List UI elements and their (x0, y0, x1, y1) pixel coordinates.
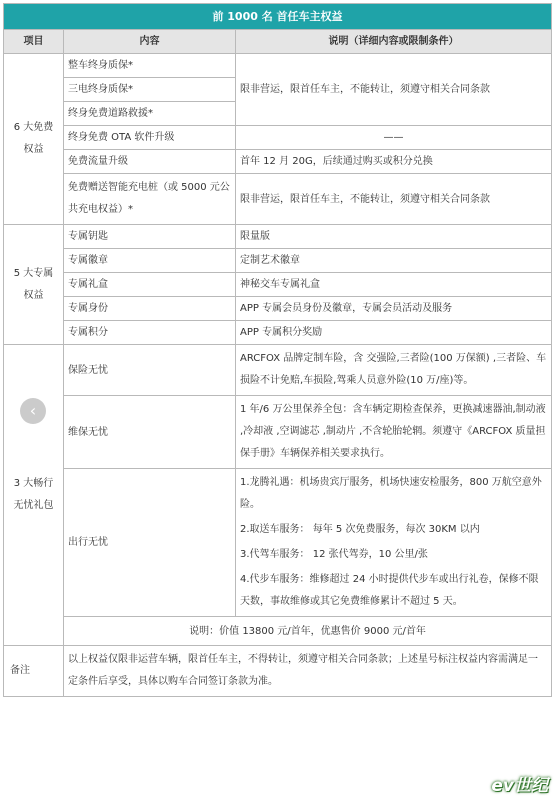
row-note: 限非营运，限首任车主，不能转让，须遵守相关合同条款 (236, 174, 552, 225)
header-content: 内容 (64, 30, 236, 54)
table-row (4, 54, 552, 78)
row-content: 终身免费道路救援* (64, 102, 236, 126)
table-row (4, 273, 552, 297)
table-row (4, 345, 552, 396)
service-line-2: 2.取送车服务： 每年 5 次免费服务，每次 30KM 以内 (240, 524, 480, 535)
row-content: 免费流量升级 (64, 150, 236, 174)
service-line-1: 1.龙腾礼遇：机场贵宾厅服务，机场快速安检服务，800 万航空意外险。 (240, 477, 542, 510)
package-summary: 说明：价值 13800 元/首年，优惠售价 9000 元/首年 (64, 617, 552, 646)
table-header-row (4, 30, 552, 54)
row-content: 维保无忧 (64, 396, 236, 469)
row-note: 限量版 (236, 225, 552, 249)
row-content: 整车终身质保* (64, 54, 236, 78)
row-note: 首年 12 月 20G，后续通过购买或积分兑换 (236, 150, 552, 174)
row-content: 终身免费 OTA 软件升级 (64, 126, 236, 150)
benefits-table (3, 3, 552, 697)
header-note: 说明（详细内容或限制条件） (236, 30, 552, 54)
row-content: 专属积分 (64, 321, 236, 345)
row-note: ARCFOX 品牌定制车险，含 交强险,三者险(100 万保额) ,三者险、车损险不计免赔,车损险,驾乘人员意外险(10 万/座)等。 (236, 345, 552, 396)
row-note: 神秘交车专属礼盒 (236, 273, 552, 297)
row-note: —— (236, 126, 552, 150)
table-row (4, 297, 552, 321)
table-title-row (4, 4, 552, 30)
table-row (4, 321, 552, 345)
row-content: 专属徽章 (64, 249, 236, 273)
benefits-table-wrapper (3, 3, 551, 697)
row-note (236, 469, 552, 617)
table-row (4, 469, 552, 617)
row-content: 出行无忧 (64, 469, 236, 617)
table-row (4, 150, 552, 174)
chevron-left-icon[interactable]: ‹ (20, 398, 46, 424)
group-label-worry-free: 3 大畅行 无忧礼包 (4, 345, 64, 646)
row-note: 定制艺术徽章 (236, 249, 552, 273)
table-row (4, 225, 552, 249)
table-row (4, 396, 552, 469)
group-label-exclusive: 5 大专属 权益 (4, 225, 64, 345)
row-note: APP 专属会员身份及徽章，专属会员活动及服务 (236, 297, 552, 321)
row-content: 专属礼盒 (64, 273, 236, 297)
table-row (4, 617, 552, 646)
table-row (4, 249, 552, 273)
service-line-3: 3.代驾车服务： 12 张代驾券，10 公里/张 (240, 549, 428, 560)
group-label-free: 6 大免费 权益 (4, 54, 64, 225)
row-note: APP 专属积分奖励 (236, 321, 552, 345)
remark-text: 以上权益仅限非运营车辆，限首任车主，不得转让，须遵守相关合同条款；上述星号标注权益内容需满足一定条件后享受，具体以购车合同签订条款为准。 (64, 646, 552, 697)
remark-label: 备注 (4, 646, 64, 697)
row-content: 免费赠送智能充电桩（或 5000 元公共充电权益）* (64, 174, 236, 225)
row-note: 1 年/6 万公里保养全包：含车辆定期检查保养，更换减速器油,制动液 ,冷却液 ,空调滤芯 ,制动片 ,不含轮胎轮辋。须遵守《ARCFOX 质量担保手册》车辆保养相关要求执行。 (236, 396, 552, 469)
row-content: 专属钥匙 (64, 225, 236, 249)
table-row (4, 174, 552, 225)
table-row (4, 126, 552, 150)
row-content: 三电终身质保* (64, 78, 236, 102)
header-item: 项目 (4, 30, 64, 54)
row-note: 限非营运，限首任车主，不能转让，须遵守相关合同条款 (236, 54, 552, 126)
watermark-logo: ev世纪 (491, 776, 548, 796)
row-content: 保险无忧 (64, 345, 236, 396)
row-content: 专属身份 (64, 297, 236, 321)
table-title: 前 1000 名 首任车主权益 (4, 4, 552, 30)
table-row (4, 646, 552, 697)
service-line-4: 4.代步车服务：维修超过 24 小时提供代步车或出行礼卷，保修不限天数，事故维修或其它免费维修累计不超过 5 天。 (240, 574, 539, 607)
